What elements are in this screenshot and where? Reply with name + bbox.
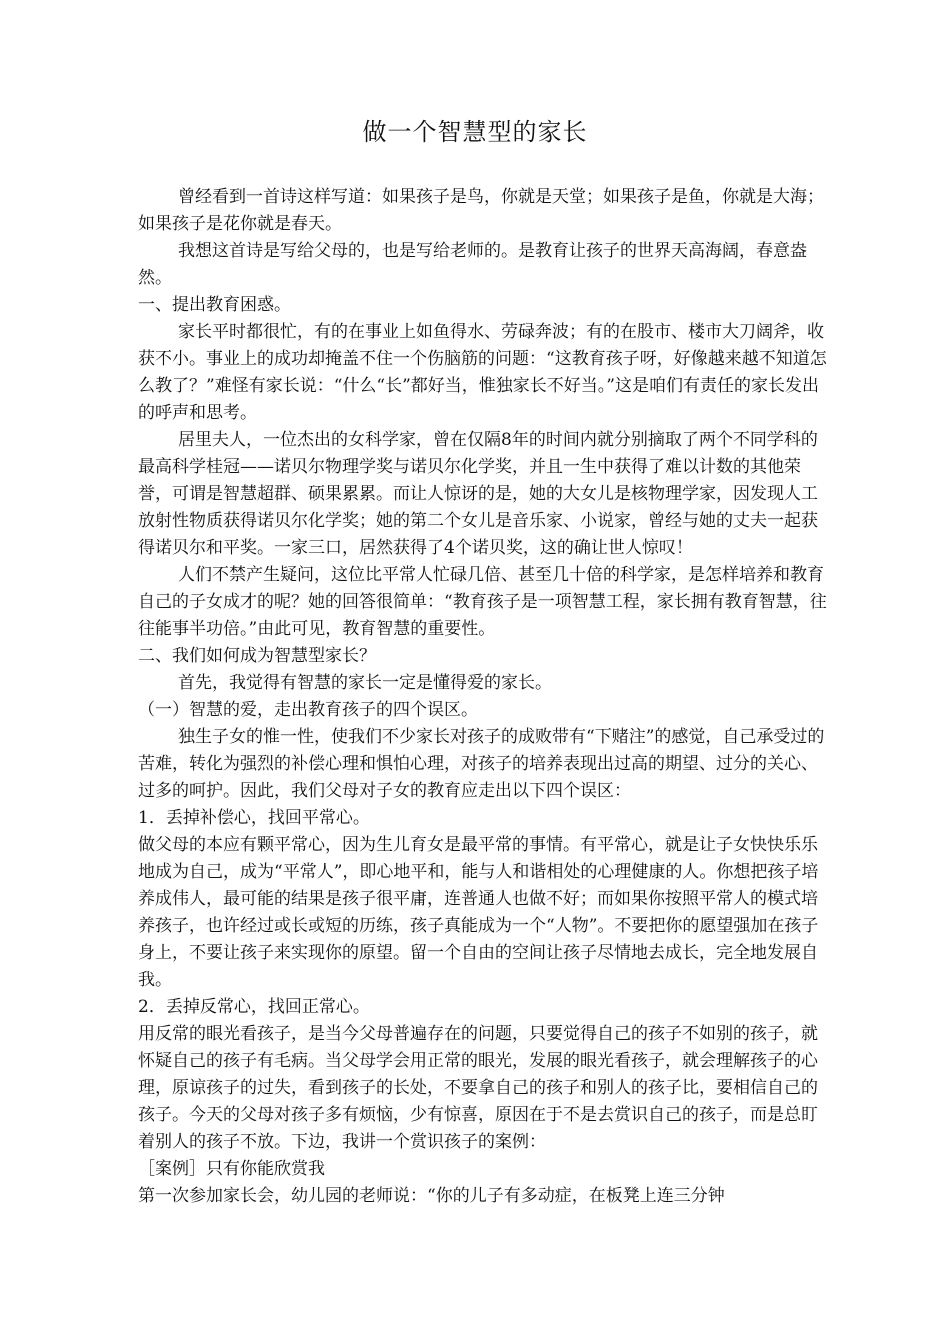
point-heading-2: 2．丢掉反常心，找回正常心。 xyxy=(138,997,370,1017)
paragraph-curie: 居里夫人，一位杰出的女科学家，曾在仅隔8年的时间内就分别摘取了两个不同学科的最高科学桂冠——诺贝尔物理学奖与诺贝尔化学奖，并且一生中获得了难以计数的其他荣誉，可谓是智慧超群、硕果累累。而让人惊讶的是，她的大女儿是核物理学家，因发现人工放射性物质获得诺贝尔化学奖；她的第二个女儿是音乐家、小说家，曾经与她的丈夫一起获得诺贝尔和平奖。一家三口，居然获得了4个诺贝奖，这的确让世人惊叹！ xyxy=(138,430,818,558)
paragraph-love: 首先，我觉得有智慧的家长一定是懂得爱的家长。 xyxy=(178,673,552,693)
subsection-heading-1: （一）智慧的爱，走出教育孩子的四个误区。 xyxy=(138,700,478,720)
document-body xyxy=(138,184,828,1210)
paragraph-case-start: 第一次参加家长会，幼儿园的老师说：“你的儿子有多动症，在板凳上连三分钟 xyxy=(138,1186,725,1206)
case-heading: ［案例］只有你能欣赏我 xyxy=(138,1159,325,1179)
paragraph-normal-heart: 用反常的眼光看孩子，是当今父母普遍存在的问题，只要觉得自己的孩子不如别的孩子，就怀疑自己的孩子有毛病。当父母学会用正常的眼光，发展的眼光看孩子，就会理解孩子的心理，原谅孩子的过失，看到孩子的长处，不要拿自己的孩子和别人的孩子比，要相信自己的孩子。今天的父母对孩子多有烦恼，少有惊喜，原因在于不是去赏识自己的孩子，而是总盯着别人的孩子不放。下边，我讲一个赏识孩子的案例： xyxy=(138,1024,818,1152)
section-heading-2: 二、我们如何成为智慧型家长？ xyxy=(138,646,376,666)
paragraph-intro-purpose: 我想这首诗是写给父母的，也是写给老师的。是教育让孩子的世界天高海阔，春意盎然。 xyxy=(138,241,807,288)
paragraph-intro-poem: 曾经看到一首诗这样写道：如果孩子是鸟，你就是天堂；如果孩子是鱼，你就是大海；如果孩子是花你就是春天。 xyxy=(138,187,824,234)
paragraph-curie-answer: 人们不禁产生疑问，这位比平常人忙碌几倍、甚至几十倍的科学家，是怎样培养和教育自己的子女成才的呢？她的回答很简单：“教育孩子是一项智慧工程，家长拥有教育智慧，往往能事半功倍。”由此可见，教育智慧的重要性。 xyxy=(138,565,827,639)
paragraph-only-child: 独生子女的惟一性，使我们不少家长对孩子的成败带有“下赌注”的感觉，自己承受过的苦难，转化为强烈的补偿心理和惧怕心理，对孩子的培养表现出过高的期望、过分的关心、过多的呵护。因此，我们父母对子女的教育应走出以下四个误区： xyxy=(138,727,825,801)
point-heading-1: 1．丢掉补偿心，找回平常心。 xyxy=(138,808,370,828)
paragraph-ordinary-heart: 做父母的本应有颗平常心，因为生儿育女是最平常的事情。有平常心，就是让子女快快乐乐地成为自己，成为“平常人”，即心地平和，能与人和谐相处的心理健康的人。你想把孩子培养成伟人，最可能的结果是孩子很平庸，连普通人也做不好；而如果你按照平常人的模式培养孩子，也许经过或长或短的历练，孩子真能成为一个“人物”。不要把你的愿望强加在孩子身上，不要让孩子来实现你的原望。留一个自由的空间让孩子尽情地去成长，完全地发展自我。 xyxy=(138,835,819,990)
section-heading-1: 一、提出教育困惑。 xyxy=(138,295,291,315)
document-title: 做一个智慧型的家长 xyxy=(362,118,588,146)
paragraph-parents-busy: 家长平时都很忙，有的在事业上如鱼得水、劳碌奔波；有的在股市、楼市大刀阔斧，收获不小。事业上的成功却掩盖不住一个伤脑筋的问题：“这教育孩子呀，好像越来越不知道怎么教了？”难怪有家长说：“什么“长”都好当，惟独家长不好当。”这是咱们有责任的家长发出的呼声和思考。 xyxy=(138,322,827,423)
